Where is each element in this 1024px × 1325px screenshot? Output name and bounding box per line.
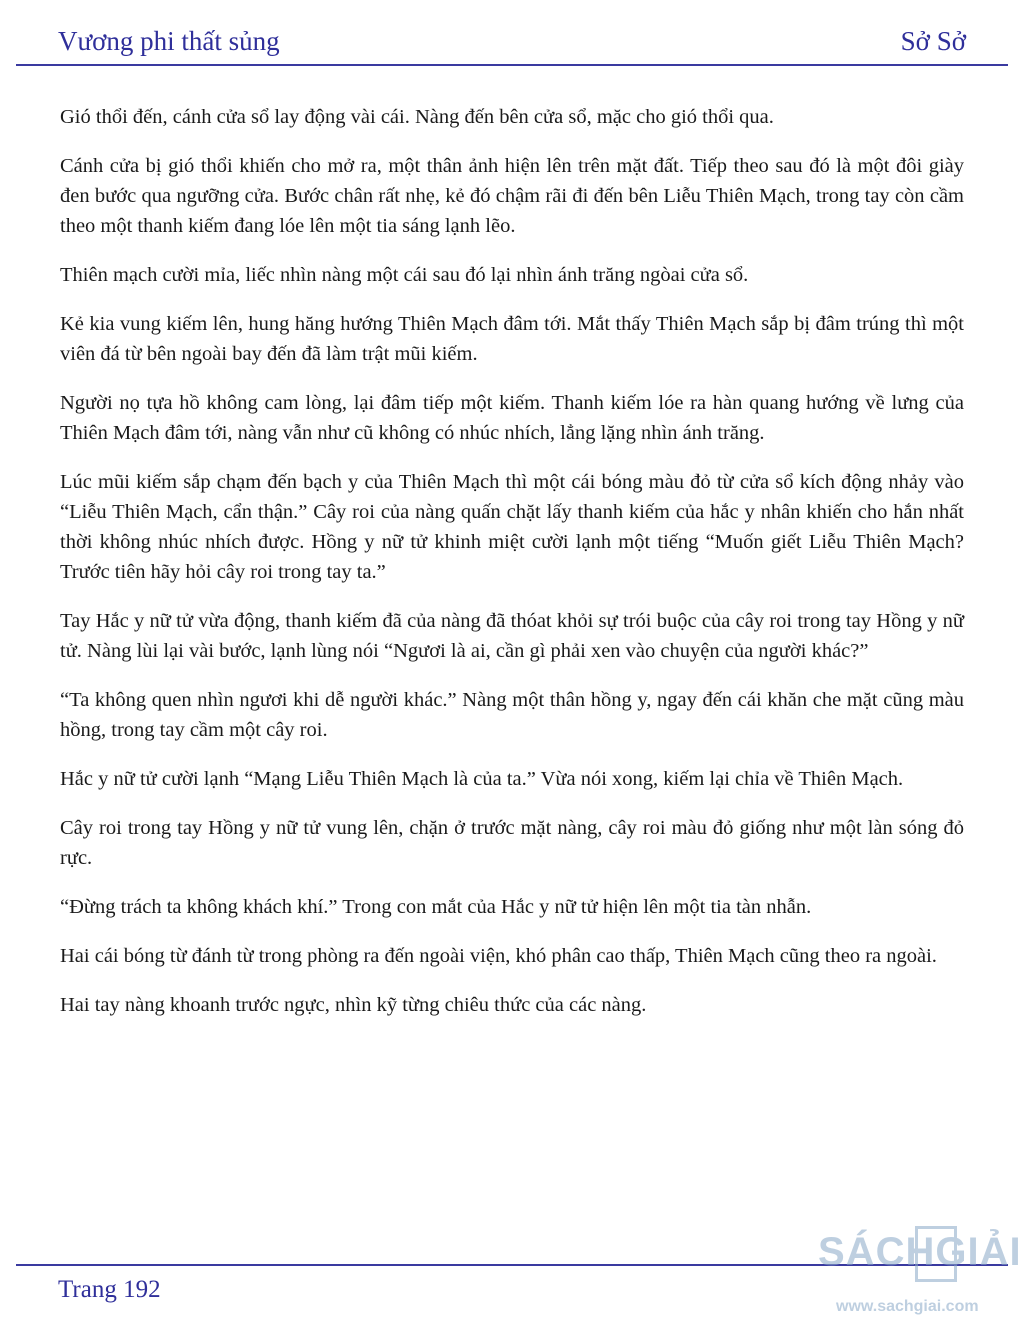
paragraph: Người nọ tựa hồ không cam lòng, lại đâm tiếp một kiếm. Thanh kiếm lóe ra hàn quang hướng về lưng của Thiên Mạch đâm tới, nàng vẫn như cũ không có nhúc nhích, lẳng lặng nhìn ánh trăng. (60, 392, 964, 444)
paragraph: Lúc mũi kiếm sắp chạm đến bạch y của Thiên Mạch thì một cái bóng màu đỏ từ cửa sổ kích động nhảy vào “Liễu Thiên Mạch, cẩn thận.” Cây roi của nàng quấn chặt lấy thanh kiếm của hắc y nhân khiến cho hắn nhất thời không nhúc nhích được. Hồng y nữ tử khinh miệt cười lạnh một tiếng “Muốn giết Liễu Thiên Mạch? Trước tiên hãy hỏi cây roi trong tay ta.” (60, 471, 964, 583)
paragraph: Cánh cửa bị gió thổi khiến cho mở ra, một thân ảnh hiện lên trên mặt đất. Tiếp theo sau đó là một đôi giày đen bước qua ngưỡng cửa. Bước chân rất nhẹ, kẻ đó chậm rãi đi đến bên Liễu Thiên Mạch, trong tay còn cầm theo một thanh kiếm đang lóe lên một tia sáng lạnh lẽo. (60, 155, 964, 237)
paragraph: “Đừng trách ta không khách khí.” Trong con mắt của Hắc y nữ tử hiện lên một tia tàn nhẫn. (60, 896, 812, 918)
watermark-logo (812, 1222, 1024, 1322)
watermark-logo-text: SÁCHGIẢI (818, 1230, 1022, 1274)
paragraph: Tay Hắc y nữ tử vừa động, thanh kiếm đã của nàng đã thóat khỏi sự trói buộc của cây roi trong tay Hồng y nữ tử. Nàng lùi lại vài bước, lạnh lùng nói “Ngươi là ai, cần gì phải xen vào chuyện của người khác?” (60, 610, 964, 662)
paragraph: Cây roi trong tay Hồng y nữ tử vung lên, chặn ở trước mặt nàng, cây roi màu đỏ giống như một làn sóng đỏ rực. (60, 817, 964, 869)
author-name: Sở Sở (900, 26, 966, 56)
book-title: Vương phi thất sủng (58, 26, 280, 56)
page-number: Trang 192 (58, 1276, 161, 1303)
page-header (58, 26, 966, 62)
paragraph: Gió thổi đến, cánh cửa sổ lay động vài cái. Nàng đến bên cửa sổ, mặc cho gió thổi qua. (60, 106, 774, 128)
paragraph: Thiên mạch cười mỉa, liếc nhìn nàng một cái sau đó lại nhìn ánh trăng ngòai cửa sổ. (60, 264, 749, 286)
paragraph: “Ta không quen nhìn ngươi khi dễ người khác.” Nàng một thân hồng y, ngay đến cái khăn che mặt cũng màu hồng, trong tay cầm một cây roi. (60, 689, 964, 741)
paragraph: Hắc y nữ tử cười lạnh “Mạng Liễu Thiên Mạch là của ta.” Vừa nói xong, kiếm lại chỉa về Thiên Mạch. (60, 768, 904, 790)
paragraph: Hai tay nàng khoanh trước ngực, nhìn kỹ từng chiêu thức của các nàng. (60, 994, 647, 1016)
paragraph: Kẻ kia vung kiếm lên, hung hăng hướng Thiên Mạch đâm tới. Mắt thấy Thiên Mạch sắp bị đâm trúng thì một viên đá từ bên ngoài bay đến đã làm trật mũi kiếm. (60, 313, 964, 365)
paragraph: Hai cái bóng từ đánh từ trong phòng ra đến ngoài viện, khó phân cao thấp, Thiên Mạch cũng theo ra ngoài. (60, 945, 937, 967)
header-divider (16, 64, 1008, 66)
watermark-url: www.sachgiai.com (836, 1298, 979, 1315)
page-body (60, 102, 964, 1039)
